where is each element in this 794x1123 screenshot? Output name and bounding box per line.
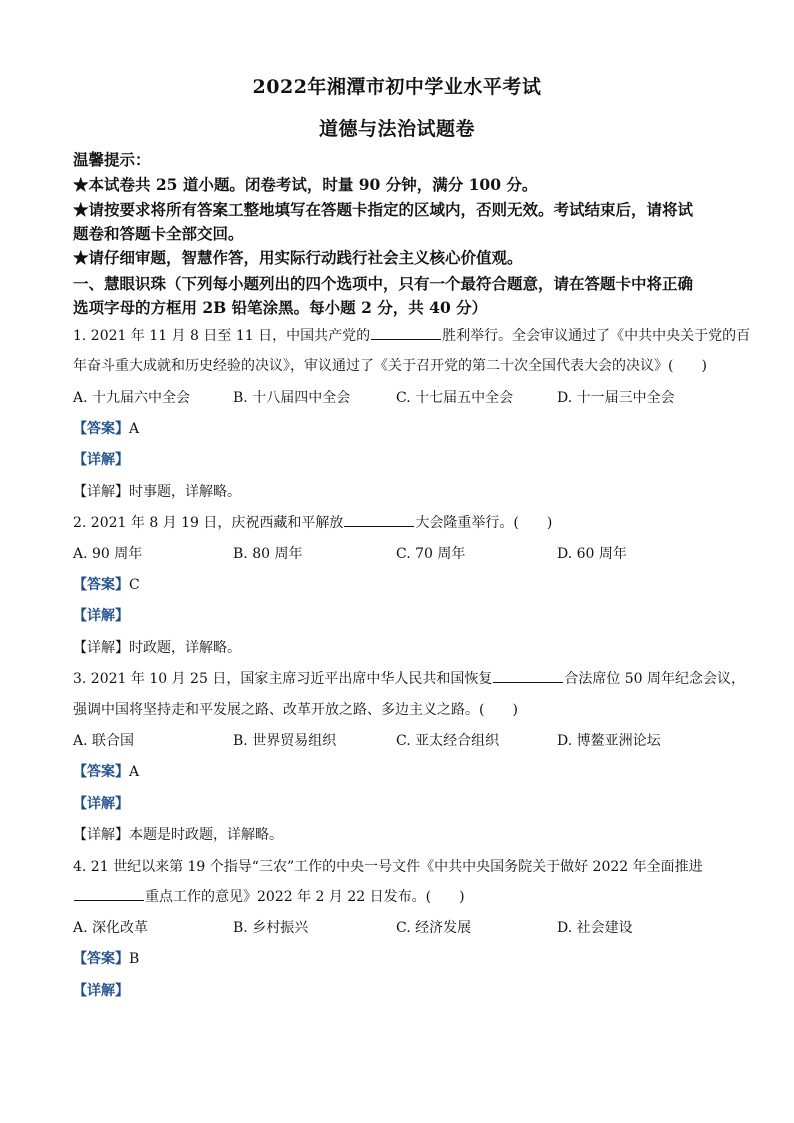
detail-text: 时事题，详解略。 (129, 484, 241, 500)
detail-text: 本题是时政题，详解略。 (129, 827, 283, 843)
option-d: D. 博鳌亚洲论坛 (557, 733, 661, 749)
option-d: D. 十一届三中全会 (557, 390, 675, 406)
question-text: 重点工作的意见》2022 年 2 月 22 日发布。( ) (145, 889, 465, 905)
detail-line (73, 637, 241, 657)
question-text: 胜利举行。全会审议通过了《中共中央关于党的百 (442, 328, 751, 344)
option-c: C. 亚太经合组织 (396, 733, 500, 749)
option-d: D. 60 周年 (557, 546, 627, 562)
question-4-cont (73, 886, 465, 906)
question-text: 1. 2021 年 11 月 8 日至 11 日，中国共产党的 (73, 328, 371, 344)
option-a: A. 90 周年 (73, 546, 143, 562)
explain-line (73, 605, 129, 625)
question-3-cont: 强调中国将坚持走和平发展之路、改革开放之路、多边主义之路。( ) (73, 702, 518, 718)
detail-tag: 【详解】 (73, 640, 129, 656)
exam-title: 2022年湘潭市初中学业水平考试 (252, 76, 542, 98)
option-b: B. 乡村振兴 (233, 920, 309, 936)
answer-tag: 【答案】 (73, 951, 129, 967)
option-b: B. 世界贸易组织 (233, 733, 337, 749)
answer-line (73, 574, 140, 594)
question-text: 3. 2021 年 10 月 25 日，国家主席习近平出席中华人民共和国恢复 (73, 671, 493, 687)
question-text: 大会隆重举行。( ) (415, 515, 553, 531)
question-3 (73, 668, 745, 688)
option-a: A. 联合国 (73, 733, 135, 749)
option-c: C. 70 周年 (396, 546, 466, 562)
question-text: 合法席位 50 周年纪念会议， (564, 671, 746, 687)
option-a: A. 深化改革 (73, 920, 149, 936)
answer-blank (74, 888, 144, 901)
answer-blank (344, 514, 414, 527)
detail-tag: 【详解】 (73, 827, 129, 843)
tips-heading: 温馨提示： (73, 150, 151, 169)
explain-tag: 【详解】 (73, 608, 129, 624)
question-1-cont: 年奋斗重大成就和历史经验的决议》，审议通过了《关于召开党的第二十次全国代表大会的决议》( ) (73, 358, 707, 374)
answer-line (73, 761, 139, 781)
answer-blank (493, 670, 563, 683)
option-d: D. 社会建设 (557, 920, 633, 936)
detail-text: 时政题，详解略。 (129, 640, 241, 656)
explain-tag: 【详解】 (73, 983, 129, 999)
question-text: 2. 2021 年 8 月 19 日，庆祝西藏和平解放 (73, 515, 344, 531)
section-heading: 一、慧眼识珠（下列每小题列出的四个选项中，只有一个最符合题意，请在答题卡中将正确 (73, 274, 694, 293)
option-b: B. 80 周年 (233, 546, 303, 562)
answer-blank (371, 327, 441, 340)
explain-line (73, 980, 129, 1000)
option-c: C. 经济发展 (396, 920, 472, 936)
option-b: B. 十八届四中全会 (233, 390, 351, 406)
tip-line: ★本试卷共 25 道小题。闭卷考试，时量 90 分钟，满分 100 分。 (73, 175, 538, 194)
tip-line: ★请仔细审题，智慧作答，用实际行动践行社会主义核心价值观。 (73, 248, 523, 267)
detail-line (73, 481, 241, 501)
question-2 (73, 512, 552, 532)
explain-tag: 【详解】 (73, 796, 129, 812)
answer-tag: 【答案】 (73, 577, 129, 593)
question-1 (73, 325, 750, 345)
exam-subtitle: 道德与法治试题卷 (318, 118, 475, 140)
answer-tag: 【答案】 (73, 421, 129, 437)
answer-line (73, 948, 139, 968)
explain-line (73, 449, 129, 469)
answer-value: A (129, 764, 140, 780)
tip-line: 题卷和答题卡全部交回。 (73, 224, 244, 243)
answer-tag: 【答案】 (73, 764, 129, 780)
question-4: 4. 21 世纪以来第 19 个指导“三农”工作的中央一号文件《中共中央国务院关于做好 2022 年全面推进 (73, 859, 703, 875)
detail-line (73, 824, 283, 844)
section-heading-cont: 选项字母的方框用 2B 铅笔涂黑。每小题 2 分，共 40 分） (73, 298, 488, 317)
explain-line (73, 793, 129, 813)
option-a: A. 十九届六中全会 (73, 390, 191, 406)
answer-value: C (129, 577, 140, 593)
tip-line: ★请按要求将所有答案工整地填写在答题卡指定的区域内，否则无效。考试结束后，请将试 (73, 200, 694, 219)
option-c: C. 十七届五中全会 (396, 390, 514, 406)
answer-value: A (129, 421, 140, 437)
explain-tag: 【详解】 (73, 452, 129, 468)
answer-line (73, 418, 139, 438)
answer-value: B (129, 951, 140, 967)
detail-tag: 【详解】 (73, 484, 129, 500)
